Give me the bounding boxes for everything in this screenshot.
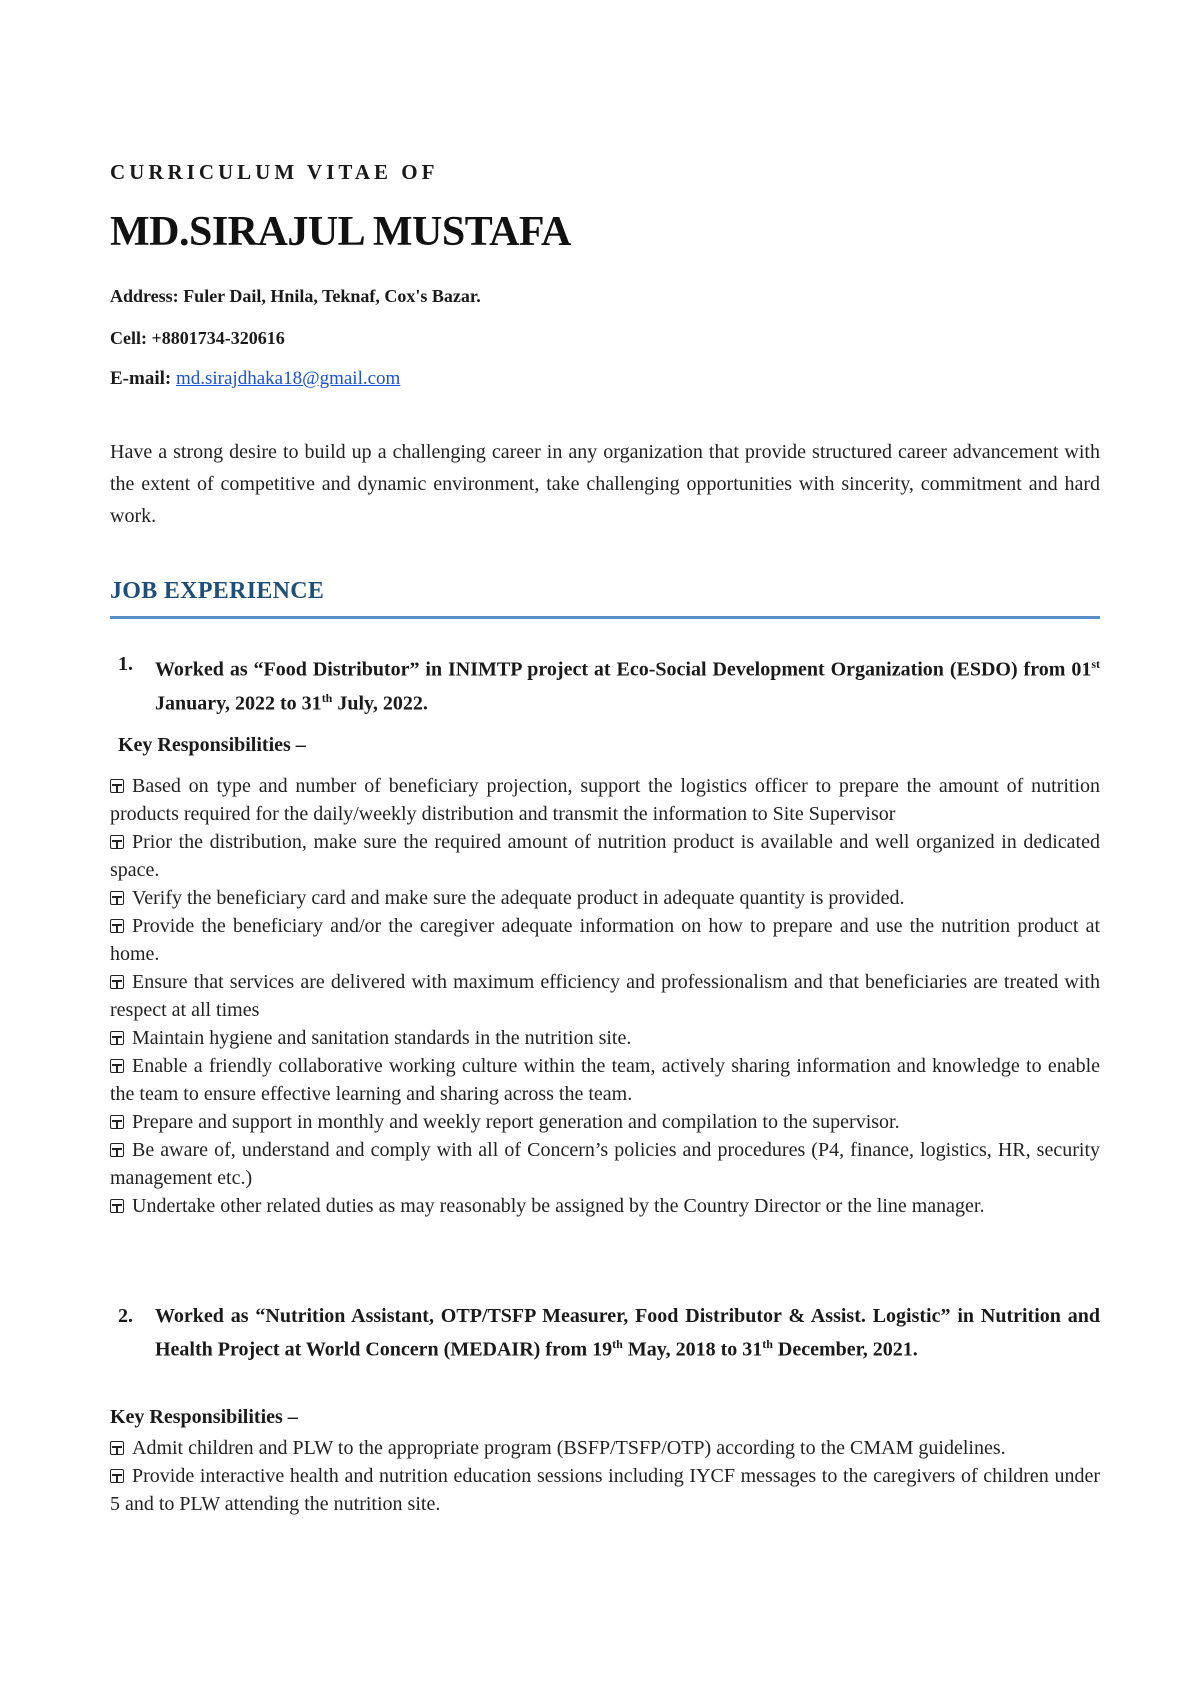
bullet-icon xyxy=(110,835,124,849)
bullet-icon xyxy=(110,975,124,989)
bullet-icon xyxy=(110,1199,124,1213)
bullet-icon xyxy=(110,891,124,905)
key-responsibilities-heading: Key Responsibilities – xyxy=(118,734,306,756)
job-title-text: Worked as “Nutrition Assistant, OTP/TSFP Measurer, Food Distributor & Assist. Logistic” in Nutrition and Health Project at World Concern (MEDAIR) from 19th May, 2018 to 31th December, 2021. xyxy=(155,1305,1100,1361)
job-2-responsibilities xyxy=(110,1434,1100,1518)
bullet-icon xyxy=(110,1059,124,1073)
bullet-icon xyxy=(110,1031,124,1045)
address-value: Fuler Dail, Hnila, Teknaf, Cox's Bazar. xyxy=(183,286,481,306)
list-item: Based on type and number of beneficiary projection, support the logistics officer to prepare the amount of nutrition products required for the daily/weekly distribution and transmit the information to Site Supervisor xyxy=(110,775,1100,825)
list-item: Provide interactive health and nutrition education sessions including IYCF messages to the caregivers of children under 5 and to PLW attending the nutrition site. xyxy=(110,1465,1100,1515)
section-divider xyxy=(110,616,1100,619)
candidate-name: MD.SIRAJUL MUSTAFA xyxy=(110,209,571,255)
list-item: Enable a friendly collaborative working culture within the team, actively sharing information and knowledge to enable the team to ensure effective learning and sharing across the team. xyxy=(110,1055,1100,1105)
email-link[interactable]: md.sirajdhaka18@gmail.com xyxy=(175,368,401,389)
section-title-job-experience: JOB EXPERIENCE xyxy=(110,578,325,604)
list-item: Ensure that services are delivered with maximum efficiency and professionalism and that beneficiaries are treated with respect at all times xyxy=(110,971,1100,1021)
cell-value: +8801734-320616 xyxy=(151,328,285,348)
list-item: Prepare and support in monthly and weekly report generation and compilation to the supervisor. xyxy=(110,1108,1100,1136)
list-item: Verify the beneficiary card and make sure the adequate product in adequate quantity is provided. xyxy=(110,884,1100,912)
job-title-text: Worked as “Food Distributor” in INIMTP project at Eco-Social Development Organization (ESDO) from 01st January, 2022 to 31th July, 2022. xyxy=(155,657,1100,715)
list-item: Admit children and PLW to the appropriate program (BSFP/TSFP/OTP) according to the CMAM guidelines. xyxy=(110,1434,1100,1462)
bullet-icon xyxy=(110,1441,124,1455)
bullet-icon xyxy=(110,1469,124,1483)
cell-label: Cell: xyxy=(110,328,147,348)
bullet-icon xyxy=(110,779,124,793)
job-number: 1. xyxy=(118,653,133,675)
list-item: Prior the distribution, make sure the required amount of nutrition product is available and well organized in dedicated space. xyxy=(110,831,1100,881)
bullet-icon xyxy=(110,1115,124,1129)
email-line xyxy=(110,368,400,390)
bullet-icon xyxy=(110,919,124,933)
career-objective: Have a strong desire to build up a challenging career in any organization that provide structured career advancement with the extent of competitive and dynamic environment, take challenging opportunities with sincerity, commitment and hard work. xyxy=(110,441,1100,527)
list-item: Maintain hygiene and sanitation standards in the nutrition site. xyxy=(110,1024,1100,1052)
job-2-heading xyxy=(110,1302,1100,1364)
bullet-icon xyxy=(110,1143,124,1157)
job-1-responsibilities xyxy=(110,772,1100,1220)
key-responsibilities-heading: Key Responsibilities – xyxy=(110,1406,298,1428)
address-label: Address: xyxy=(110,286,179,306)
list-item: Be aware of, understand and comply with all of Concern’s policies and procedures (P4, finance, logistics, HR, security management etc.) xyxy=(110,1139,1100,1189)
cv-of-heading: CURRICULUM VITAE OF xyxy=(110,160,439,184)
job-number: 2. xyxy=(118,1305,133,1327)
list-item: Provide the beneficiary and/or the caregiver adequate information on how to prepare and use the nutrition product at home. xyxy=(110,915,1100,965)
cell-line xyxy=(110,328,285,349)
email-label: E-mail: xyxy=(110,368,172,389)
job-1-heading xyxy=(110,650,1100,717)
address-line xyxy=(110,286,481,307)
list-item: Undertake other related duties as may reasonably be assigned by the Country Director or the line manager. xyxy=(110,1192,1100,1220)
